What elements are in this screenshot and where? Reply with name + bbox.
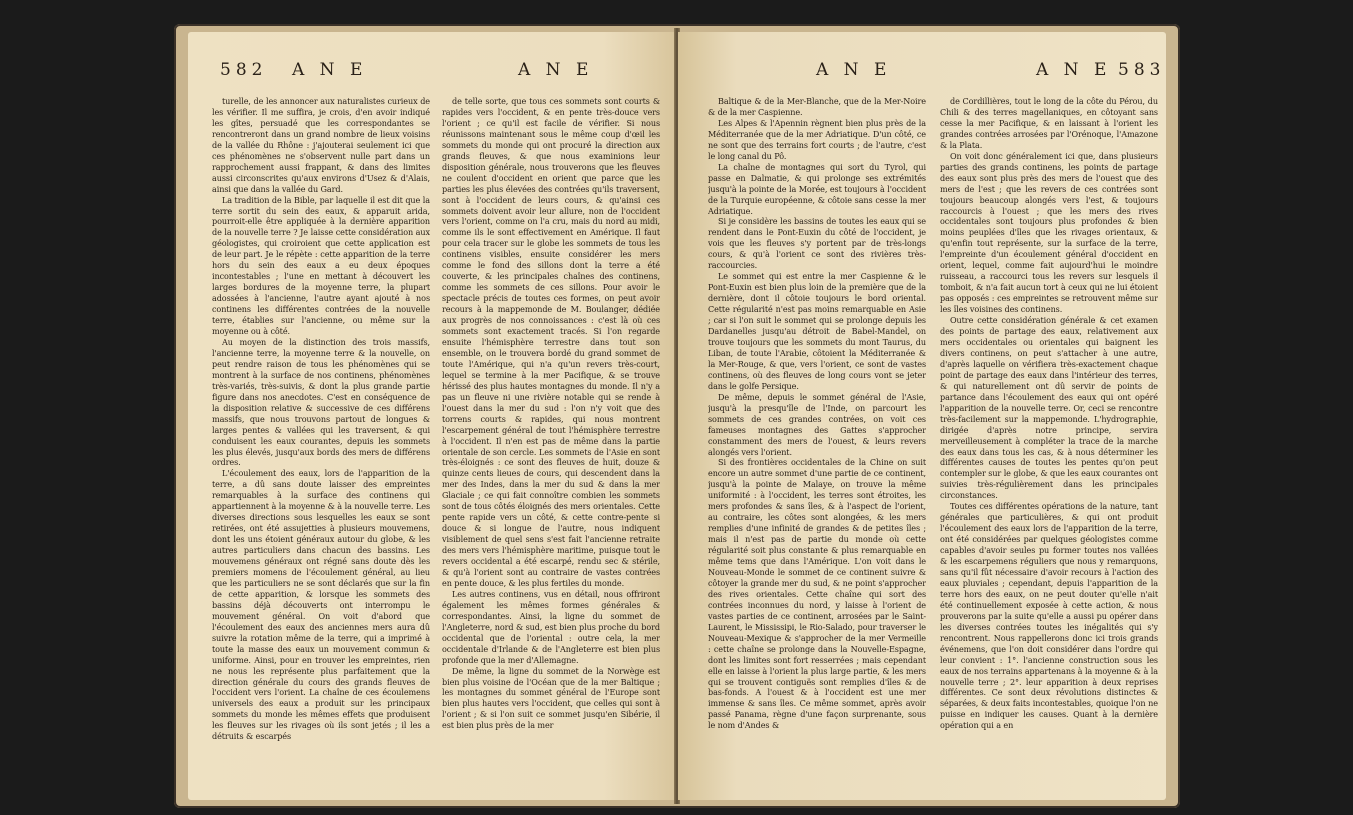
- paragraph: de Cordillières, tout le long de la côte du Pérou, du Chili & des terres magellaniques, en côtoyant sans cesse la mer Pacifique, & en laissant à l'orient les grandes contrées arrosées par l'Orénoque, l'Amazone & la Plata.: [940, 96, 1158, 150]
- right-column-2: [940, 96, 1158, 796]
- paragraph: Toutes ces différentes opérations de la nature, tant générales que particulières, & qui ont produit l'écoulement des eaux lors de l'apparition de la terre, ont été considérées par quelques géologistes comme capables d'avoir seules pu former toutes nos vallées & les escarpemens réguliers que nous y remarquons, sans qu'il fût nécessaire d'avoir recours à l'action des eaux pluviales ; cependant, depuis l'apparition de la terre hors des eaux, on ne peut douter qu'elle n'ait été continuellement exposée à cette action, & nous prouverons par la suite qu'elle a aussi pu opérer dans les diverses contrées toutes les inégalités qui s'y rencontrent. Nous rappellerons donc ici trois grands événemens, que l'on doit considérer dans l'ordre qui leur convient : 1°. l'ancienne construction sous les eaux de nos terrains appartenans à la moyenne & à la nouvelle terre ; 2°. leur apparition à deux reprises différentes. Ce sont deux révolutions distinctes & séparées, & deux faits incontestables, quoique l'on ne puisse en indiquer les causes. Quant à la dernière opération qui a en: [940, 501, 1158, 731]
- left-running-head-2: A N E: [518, 60, 594, 80]
- paragraph: turelle, de les annoncer aux naturalistes curieux de les vérifier. Il me suffira, je crois, d'en avoir indiqué les gîtes, persuadé que les correspondantes se rencontreront dans un grand nombre de lieux voisins de la vallée du Rhône : j'ajouterai seulement ici que ces phénomènes ne s'observent nulle part dans un rapprochement aussi frappant, & dans des limites aussi circonscrites qu'aux environs d'Usez & d'Alais, ainsi que dans la vallée du Gard.: [212, 96, 430, 194]
- right-column-1: [708, 96, 926, 796]
- right-page: [678, 32, 1166, 800]
- paragraph: Baltique & de la Mer-Blanche, que de la Mer-Noire & de la mer Caspienne.: [708, 96, 926, 117]
- paragraph: De même, la ligne du sommet de la Norwège est bien plus voisine de l'Océan que de la mer Baltique ; les montagnes du sommet général de l'Europe sont bien plus hautes vers l'occident, que celles qui sont à l'orient ; & si l'on suit ce sommet jusqu'en Sibérie, il est bien plus près de la mer: [442, 665, 660, 731]
- paragraph: Au moyen de la distinction des trois massifs, l'ancienne terre, la moyenne terre & la nouvelle, on peut rendre raison de tous les phénomènes qui se montrent à la surface de nos continens, phénomènes très-variés, très-suivis, & dont la plus grande partie figure dans nos anecdotes. C'est en conséquence de la disposition relative & successive de ces différens massifs, que nous trouvons partout de longues & larges pentes & vallées qui les traversent, & qui conduisent les eaux courantes, depuis les sommets les plus élevés, jusqu'aux bords des mers de différens ordres.: [212, 336, 430, 468]
- paragraph: On voit donc généralement ici que, dans plusieurs parties des grands continens, les points de partage des eaux sont plus près des mers de l'ouest que des mers de l'est ; que les revers de ces contrées sont toujours beaucoup alongés vers l'est, & toujours raccourcis à l'ouest ; que les mers des rives occidentales sont toujours plus profondes & bien moins peuplées d'îles que les rivages orientaux, & qu'enfin tout représente, sur la surface de la terre, l'empreinte d'un écoulement général d'occident en orient, lequel, comme fait aujourd'hui le moindre ruisseau, a raccourci tous les revers sur lesquels il tomboit, & n'a fait aucun tort à ceux qui ne lui étoient pas opposés : ces empreintes se retrouvent même sur les îles voisines des continens.: [940, 150, 1158, 315]
- open-book: [174, 24, 1180, 808]
- left-page-header: [188, 60, 676, 84]
- left-column-1: [212, 96, 430, 796]
- paragraph: L'écoulement des eaux, lors de l'apparition de la terre, a dû sans doute laisser des empreintes remarquables à la surface des continens qui appartiennent à la moyenne & à la nouvelle terre. Les diverses directions sous lesquelles les eaux se sont retirées, ont été assujetties à plusieurs mouvemens, dont les uns étoient généraux autour du globe, & les autres particuliers dans chacun des bassins. Les mouvemens généraux ont régné sans doute dès les premiers momens de l'écoulement général, au lieu que les particuliers ne se sont déclarés que sur la fin de cette apparition, & lorsque les sommets des bassins déjà découverts ont interrompu le mouvement général. On voit d'abord que l'écoulement des eaux des anciennes mers aura dû suivre la rotation même de la terre, qui a imprimé à toute la masse des eaux un mouvement commun & uniforme. Ainsi, pour en trouver les empreintes, rien ne nous les représente plus parfaitement que la direction générale du cours des grands fleuves de l'occident vers l'orient. La chaîne de ces écoulemens universels des eaux a produit sur les principaux sommets du monde les mêmes effets que produisent les fleuves sur les rivages où ils sont jetés ; il les a détruits & escarpés: [212, 468, 430, 742]
- paragraph: Si des frontières occidentales de la Chine on suit encore un autre sommet d'une partie de ce continent, jusqu'à la pointe de Malaye, on trouve la même uniformité : à l'occident, les terres sont étroites, les mers profondes & sans îles, & à l'aspect de l'orient, au contraire, les côtes sont alongées, & les mers remplies d'une infinité de grandes & de petites îles ; mais il n'est pas de partie du monde où cette régularité soit plus constante & plus remarquable en même tems que dans l'Amérique. L'on voit dans le Nouveau-Monde le sommet de ce continent suivre & côtoyer la grande mer du sud, & ne point s'approcher des rives orientales. Cette chaîne qui sort des contrées inconnues du nord, y laisse à l'orient de vastes parties de ce continent, arrosées par le Saint-Laurent, le Mississipi, le Rio-Salado, pour traverser le Nouveau-Mexique & s'approcher de la mer Vermeille : cette chaîne se prolonge dans la Nouvelle-Espagne, dont les limites sont fort resserrées ; mais cependant elle en laisse à l'orient la plus large partie, & les mers qui se trouvent contiguës sont remplies d'îles & de bas-fonds. A l'ouest & à l'occident est une mer immense & sans îles. Ce même sommet, après avoir passé Panama, règne d'une façon surprenante, sous le nom d'Andes &: [708, 457, 926, 731]
- paragraph: Les Alpes & l'Apennin règnent bien plus près de la Méditerranée que de la mer Adriatique. D'un côté, ce ne sont que des terrains fort courts ; de l'autre, c'est le long canal du Pô.: [708, 117, 926, 161]
- paragraph: De même, depuis le sommet général de l'Asie, jusqu'à la presqu'île de l'Inde, on parcourt les sommets de ces grandes contrées, on voit ces fameuses montagnes des Gattes s'approcher constamment des mers de l'ouest, & leurs revers alongés vers l'orient.: [708, 391, 926, 457]
- paragraph: Outre cette considération générale & cet examen des points de partage des eaux, relativement aux mers occidentales ou orientales qui baignent les divers continens, on peut s'attacher à une autre, d'après laquelle on vérifiera très-exactement chaque point de partage des eaux dans l'intérieur des terres, & qui naturellement ont dû servir de points de partance dans l'écoulement des eaux qui ont opéré l'apparition de la nouvelle terre. Or, ceci se rencontre très-facilement sur la mappemonde. L'hydrographie, dirigée d'après notre principe, servira merveilleusement à compléter la trace de la marche des eaux dans tous les cas, & à nous déterminer les différentes causes de toutes les pentes qu'on peut contempler sur le globe, & que les eaux courantes ont suivies très-régulièrement dans les principales circonstances.: [940, 315, 1158, 501]
- right-running-head-2: A N E: [1036, 60, 1112, 80]
- paragraph: Si je considère les bassins de toutes les eaux qui se rendent dans le Pont-Euxin du côté de l'occident, je vois que les fleuves s'y portent par de très-longs cours, & qu'à l'orient ce sont des rivières très-raccourcies.: [708, 216, 926, 271]
- paragraph: Le sommet qui est entre la mer Caspienne & le Pont-Euxin est bien plus loin de la première que de la dernière, dont il côtoie toujours le bord oriental. Cette régularité n'est pas moins remarquable en Asie ; car si l'on suit le sommet qui se prolonge depuis les Dardanelles jusqu'au détroit de Babel-Mandel, on trouve toujours que les sommets du mont Taurus, du Liban, de toute l'Arabie, côtoient la Méditerranée & la Mer-Rouge, & que, vers l'orient, ce sont de vastes continens, où des fleuves de long cours vont se jeter dans le golfe Persique.: [708, 271, 926, 391]
- right-page-number: 583: [1118, 60, 1166, 80]
- paragraph: La tradition de la Bible, par laquelle il est dit que la terre sortit du sein des eaux, & apparuit arida, pourroit-elle être appliquée à la dernière apparition de la nouvelle terre ? Je laisse cette considération aux géologistes, qui croiroient que cette application est de leur part. Je le répète : cette apparition de la terre hors du sein des eaux a eu deux époques incontestables ; l'une en mettant à découvert les larges bordures de la moyenne terre, la plupart adossées à l'ancienne, l'autre ayant ajouté à nos continens les différentes contrées de la nouvelle terre, établies sur l'ancienne, ou même sur la moyenne ou à côté.: [212, 194, 430, 337]
- paragraph: La chaîne de montagnes qui sort du Tyrol, qui passe en Dalmatie, & qui prolonge ses extrémités jusqu'à la pointe de la Morée, est toujours à l'occident de la Turquie européenne, & côtoie sans cesse la mer Adriatique.: [708, 161, 926, 216]
- paragraph: de telle sorte, que tous ces sommets sont courts & rapides vers l'occident, & en pente très-douce vers l'orient ; ce qu'il est facile de vérifier. Si nous réunissons maintenant sous le même coup d'œil les sommets du monde qui ont procuré la direction aux grands fleuves, & que nous examinions leur disposition générale, nous trouverons que les fleuves ne coulent d'occident en orient que parce que les parties les plus élevées des contrées qu'ils traversent, sont à l'occident de leurs cours, & qu'ainsi ces sommets doivent avoir leur allure, non de l'occident vers l'orient, comme on l'a cru, mais du nord au midi, comme ils le sont effectivement en Amérique. Il faut pour cela tracer sur le globe les sommets de tous les continens visibles, ensuite considérer les mers comme le fond des sillons dont la terre a été couverte, & les principales chaînes des continens, comme les sommets de ces sillons. Pour avoir le spectacle précis de toutes ces formes, on peut avoir recours à la mappemonde de M. Boulanger, dédiée aux progrès de nos connoissances : c'est là où ces sommets sont exactement tracés. Si l'on regarde ensuite l'hémisphère terrestre dans tout son ensemble, on le trouvera bordé du grand sommet de toute l'Amérique, qui n'a qu'un revers très-court, lequel se termine à la mer Pacifique, & se trouve hérissé des plus hautes montagnes du monde. Il n'y a pas un fleuve ni une rivière notable qui se rende à l'ouest dans la mer du sud : l'on n'y voit que des torrens courts & rapides, qui nous montrent l'escarpement général de tout l'hémisphère terrestre à l'occident. Il n'en est pas de même dans la partie orientale de son cercle. Les sommets de l'Asie en sont très-éloignés : ce sont des fleuves de huit, douze & quinze cents lieues de cours, qui descendent dans la mer des Indes, dans la mer du sud & dans la mer Glaciale ; ce qui fait connoître combien les sommets sont de tous côtés éloignés des mers orientales. Cette pente rapide vers un côté, & cette contre-pente si douce & si longue de l'autre, nous indiquent visiblement de quel sens s'est fait l'ancienne retraite des mers vers l'hémisphère maritime, puisque tout le revers occidental a été escarpé, rendu sec & stérile, & qu'à l'orient sont au contraire de vastes contrées en pente douce, & les plus fertiles du monde.: [442, 96, 660, 588]
- left-page: [188, 32, 676, 800]
- right-running-head-1: A N E: [816, 60, 892, 80]
- left-page-number: 582: [220, 60, 268, 80]
- left-running-head-1: A N E: [292, 60, 368, 80]
- right-page-header: [678, 60, 1166, 84]
- left-column-2: [442, 96, 660, 796]
- paragraph: Les autres continens, vus en détail, nous offriront également les mêmes formes générales & correspondantes. Ainsi, la ligne du sommet de l'Angleterre, nord & sud, est bien plus proche du bord occidental que de l'oriental : outre cela, la mer occidentale d'Irlande & de l'Angleterre est bien plus profonde que la mer d'Allemagne.: [442, 588, 660, 665]
